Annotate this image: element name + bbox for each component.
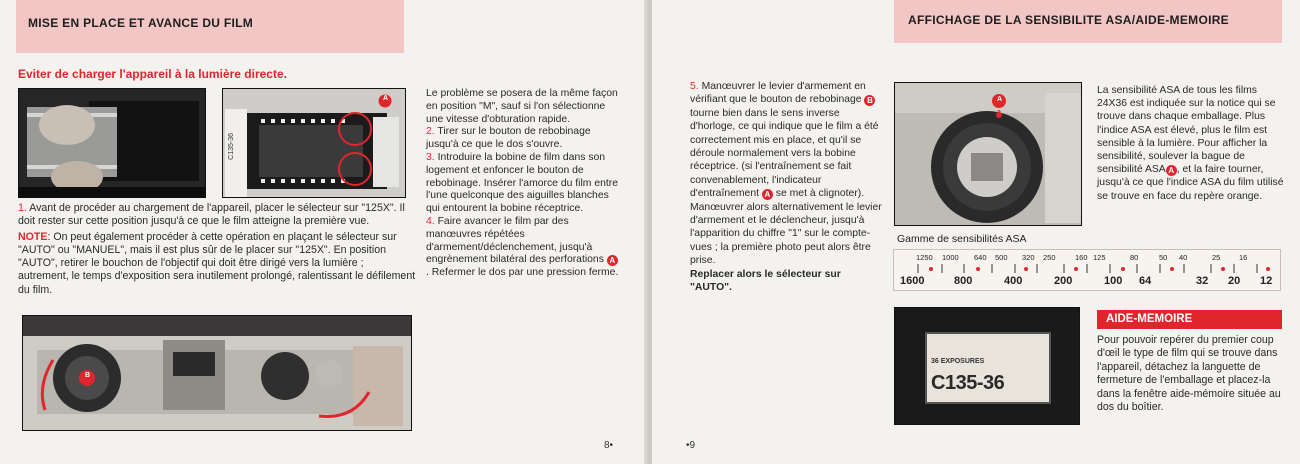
scale-bottom-value: 400 xyxy=(1004,275,1023,287)
step5-bold: Replacer alors le sélecteur sur "AUTO". xyxy=(690,268,841,294)
step5-block xyxy=(690,80,882,295)
cassette-label: C135-36 xyxy=(228,133,235,160)
asa-dial-photo xyxy=(894,82,1082,226)
step5-text-c: se met à clignoter). Manœuvrer alors alternativement le levier d'armement et le déclencheur, jusqu'à l'apparition du chiffre "1" sur le compte-vues ; la première photo peut alors être prise. xyxy=(690,188,882,267)
dial-marker-small-a: a xyxy=(997,109,1001,116)
scale-bottom-value: 1600 xyxy=(900,275,925,287)
scale-bottom-row xyxy=(894,275,1280,289)
scale-top-value: 80 xyxy=(1130,253,1139,262)
marker-a-icon-3: A xyxy=(1166,165,1177,176)
scale-bottom-value: 32 xyxy=(1196,275,1209,287)
step4-number: 4. xyxy=(426,215,435,227)
dial-marker-a: A xyxy=(996,96,1003,103)
left-column-text xyxy=(426,88,620,280)
scale-top-value: 1250 xyxy=(916,253,933,262)
film-strip-photo xyxy=(18,88,206,198)
step5-text-a: Manœuvrer le levier d'armement en vérifiant que le bouton de rebobinage xyxy=(690,81,866,106)
step3-text: Introduire la bobine de film dans son logement et enfoncer le bouton de rebobinage. Insérer l'amorce du film entre l'une quelconque des aiguilles blanches qui entourent la bobine réceptrice. xyxy=(426,151,618,215)
memo-code: C135-36 xyxy=(931,372,1005,394)
asa-scale-label: Gamme de sensibilités ASA xyxy=(897,233,1027,245)
scale-bottom-value: 64 xyxy=(1139,275,1152,287)
right-page-number: •9 xyxy=(686,440,696,451)
step2-number: 2. xyxy=(426,126,435,138)
photo-marker-a: A xyxy=(382,95,389,102)
asa-text-a: La sensibilité ASA de tous les films 24X36 est indiquée sur la notice qui se trouve dans chaque emballage. Plus l'indice ASA est élevé, plus le film est sensible à la lumière. Pour afficher la sensibilité, soulever la bague de sensibilité ASA xyxy=(1097,85,1276,176)
scale-bottom-value: 100 xyxy=(1104,275,1123,287)
asa-text-b: , et la faire tourner, jusqu'à ce que l'indice ASA du film utilisé se trouve en face du repère orange. xyxy=(1097,164,1284,202)
note-label: NOTE xyxy=(18,230,48,243)
scale-top-value: 160 xyxy=(1075,253,1088,262)
scale-top-value: 125 xyxy=(1093,253,1106,262)
marker-a-icon: A xyxy=(607,255,618,266)
note-text: : On peut également procéder à cette opération en plaçant le sélecteur sur "AUTO" ou "MANUEL", mais il est plus sûr de le placer sur "125X". En position "AUTO", retirer le bouchon de l'objectif qui doit être dirigé vers la lumière ; autrement, le temps d'exposition sera inutilement prolongé, ralentissant le défilement du film. xyxy=(18,230,416,296)
photo-marker-b: B xyxy=(84,372,91,379)
step2-text: Tirer sur le bouton de rebobinage jusqu'à ce que le dos s'ouvre. xyxy=(426,126,591,151)
step5-text-b: tourne bien dans le sens inverse d'horloge, ce qui indique que le film a été correctement mis en place, et qu'il se déroule normalement vers la bobine réceptrice. (si l'entraînement se fait convenablement, l'indicateur d'entraînement xyxy=(690,107,879,200)
step1-block xyxy=(18,202,416,297)
scale-bottom-value: 12 xyxy=(1260,275,1273,287)
right-page-title: AFFICHAGE DE LA SENSIBILITE ASA/AIDE-MEMOIRE xyxy=(908,13,1229,27)
left-page-title: MISE EN PLACE ET AVANCE DU FILM xyxy=(28,16,254,30)
step4-text-a: Faire avancer le film par des manœuvres répétées d'armement/déclenchement, jusqu'à engrènement bilatéral des perforations xyxy=(426,215,604,266)
scale-top-row xyxy=(894,253,1280,263)
scale-bottom-value: 20 xyxy=(1228,275,1241,287)
scale-top-value: 640 xyxy=(974,253,987,262)
left-page-number: 8• xyxy=(604,440,614,451)
camera-top-photo xyxy=(22,315,412,431)
film-strip-illustration xyxy=(19,89,206,198)
scale-top-value: 1000 xyxy=(942,253,959,262)
scale-top-value: 25 xyxy=(1212,253,1221,262)
aide-memoire-title: AIDE-MEMOIRE xyxy=(1106,313,1193,325)
scale-top-value: 320 xyxy=(1022,253,1035,262)
aide-memoire-text: Pour pouvoir repérer du premier coup d'œil le type de film qui se trouve dans l'appareil, détachez la languette de fermeture de l'emballage et placez-la dans la fenêtre aide-mémoire située au dos du boîtier. xyxy=(1097,334,1281,414)
left-page xyxy=(0,0,648,464)
memo-exposures: 36 EXPOSURES xyxy=(931,358,985,365)
marker-a-icon-2: A xyxy=(762,189,773,200)
column-intro: Le problème se posera de la même façon en position "M", sauf si l'on sélectionne une vitesse d'obturation rapide. xyxy=(426,88,618,125)
scale-top-value: 250 xyxy=(1043,253,1056,262)
marker-b-icon: B xyxy=(864,95,875,106)
asa-scale xyxy=(893,249,1281,291)
memo-window-photo xyxy=(894,307,1080,425)
scale-top-value: 50 xyxy=(1159,253,1168,262)
scale-top-value: 500 xyxy=(995,253,1008,262)
asa-text-block xyxy=(1097,84,1285,203)
step1-text: Avant de procéder au chargement de l'appareil, placer le sélecteur sur "125X". Il doit rester sur cette position jusqu'à ce que le film atteigne la première vue. xyxy=(18,202,405,228)
camera-back-illustration xyxy=(223,89,406,198)
scale-top-value: 16 xyxy=(1239,253,1248,262)
scale-bottom-value: 200 xyxy=(1054,275,1073,287)
camera-back-photo xyxy=(222,88,406,198)
step5-number: 5. xyxy=(690,81,699,92)
warning-text: Eviter de charger l'appareil à la lumière directe. xyxy=(18,67,287,81)
scale-ticks xyxy=(894,263,1282,275)
scale-top-value: 40 xyxy=(1179,253,1188,262)
asa-dial-illustration xyxy=(895,83,1082,226)
scale-bottom-value: 800 xyxy=(954,275,973,287)
step4-text-b: . Refermer le dos par une pression ferme. xyxy=(426,267,619,279)
step3-number: 3. xyxy=(426,151,435,163)
step1-number: 1. xyxy=(18,202,27,214)
